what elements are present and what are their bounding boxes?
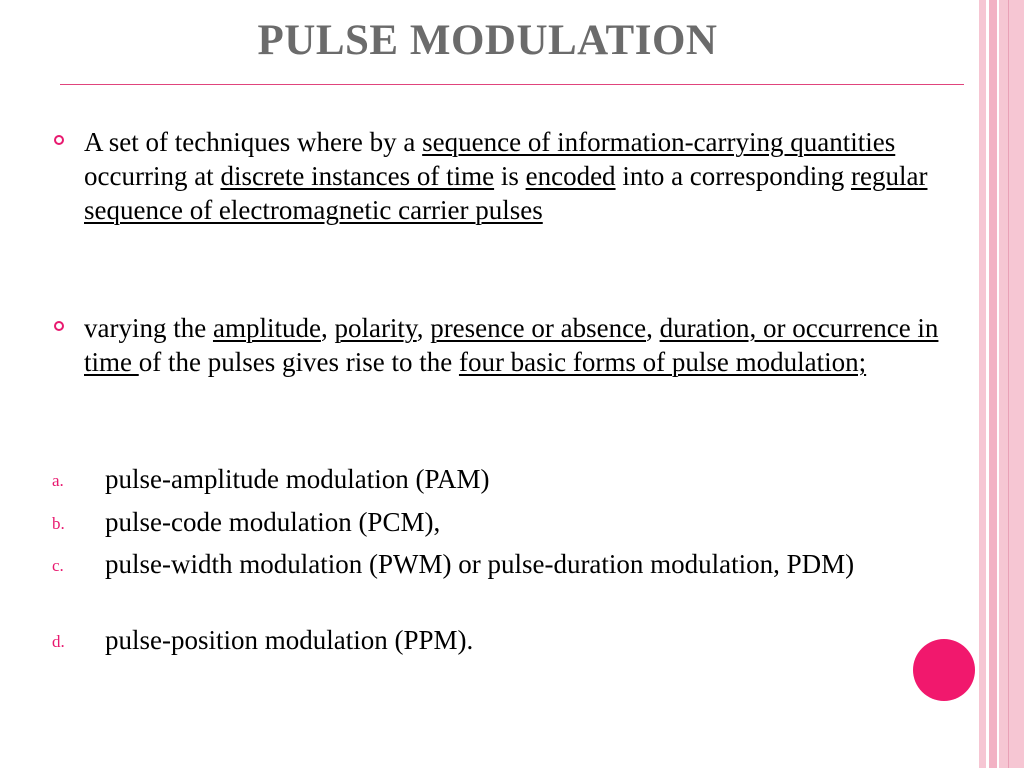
list-marker: c. — [52, 556, 64, 575]
bullet-segment: of the pulses gives rise to the — [138, 347, 459, 377]
bullet-segment: , — [416, 313, 431, 343]
bullet-definition — [50, 125, 960, 227]
title-divider — [60, 84, 964, 85]
list-item-text: pulse-width modulation (PWM) or pulse-duration modulation, PDM) — [105, 549, 855, 579]
bullet-segment-underlined: presence or absence — [430, 313, 647, 343]
list-item-text: pulse-position modulation (PPM). — [105, 625, 474, 655]
list-item-text: pulse-code modulation (PCM), — [105, 507, 441, 537]
bullet-segment-underlined: duration, or occurrence in time — [84, 313, 939, 377]
list-item — [52, 548, 912, 581]
ring-bullet-icon — [54, 135, 64, 145]
decorative-stripe — [979, 0, 986, 768]
decorative-circle — [913, 639, 975, 701]
list-item — [52, 506, 912, 539]
bullet-segment-underlined: sequence of information-carrying quantities — [422, 127, 896, 157]
bullet-segment: occurring at — [84, 161, 221, 191]
decorative-stripe — [1008, 0, 1009, 768]
list-item — [52, 463, 912, 496]
bullet-segment-underlined: discrete instances of time — [220, 161, 495, 191]
list-item — [52, 624, 912, 657]
bullet-text — [84, 125, 960, 227]
bullet-segment: A set of techniques where by a — [84, 127, 423, 157]
list-item-text: pulse-amplitude modulation (PAM) — [105, 464, 490, 494]
list-marker: a. — [52, 471, 64, 490]
ring-bullet-icon — [54, 321, 64, 331]
bullet-segment-underlined: encoded — [525, 161, 616, 191]
decorative-stripe — [999, 0, 1024, 768]
list-marker: b. — [52, 514, 65, 533]
bullet-segment-underlined: polarity — [334, 313, 417, 343]
list-marker: d. — [52, 632, 65, 651]
bullet-segment: into a corresponding — [615, 161, 852, 191]
decorative-stripe — [989, 0, 997, 768]
bullet-segment-underlined: amplitude — [212, 313, 321, 343]
bullet-segment-underlined: regular sequence of electromagnetic carrier pulses — [84, 161, 928, 225]
bullet-segment: varying the — [84, 313, 213, 343]
bullet-variations — [50, 311, 960, 379]
slide-title: PULSE MODULATION — [257, 17, 718, 64]
bullet-segment: , — [320, 313, 335, 343]
bullet-segment: , — [646, 313, 660, 343]
bullet-segment: is — [494, 161, 526, 191]
bullet-text — [84, 311, 960, 379]
bullet-segment-underlined: four basic forms of pulse modulation; — [458, 347, 867, 377]
